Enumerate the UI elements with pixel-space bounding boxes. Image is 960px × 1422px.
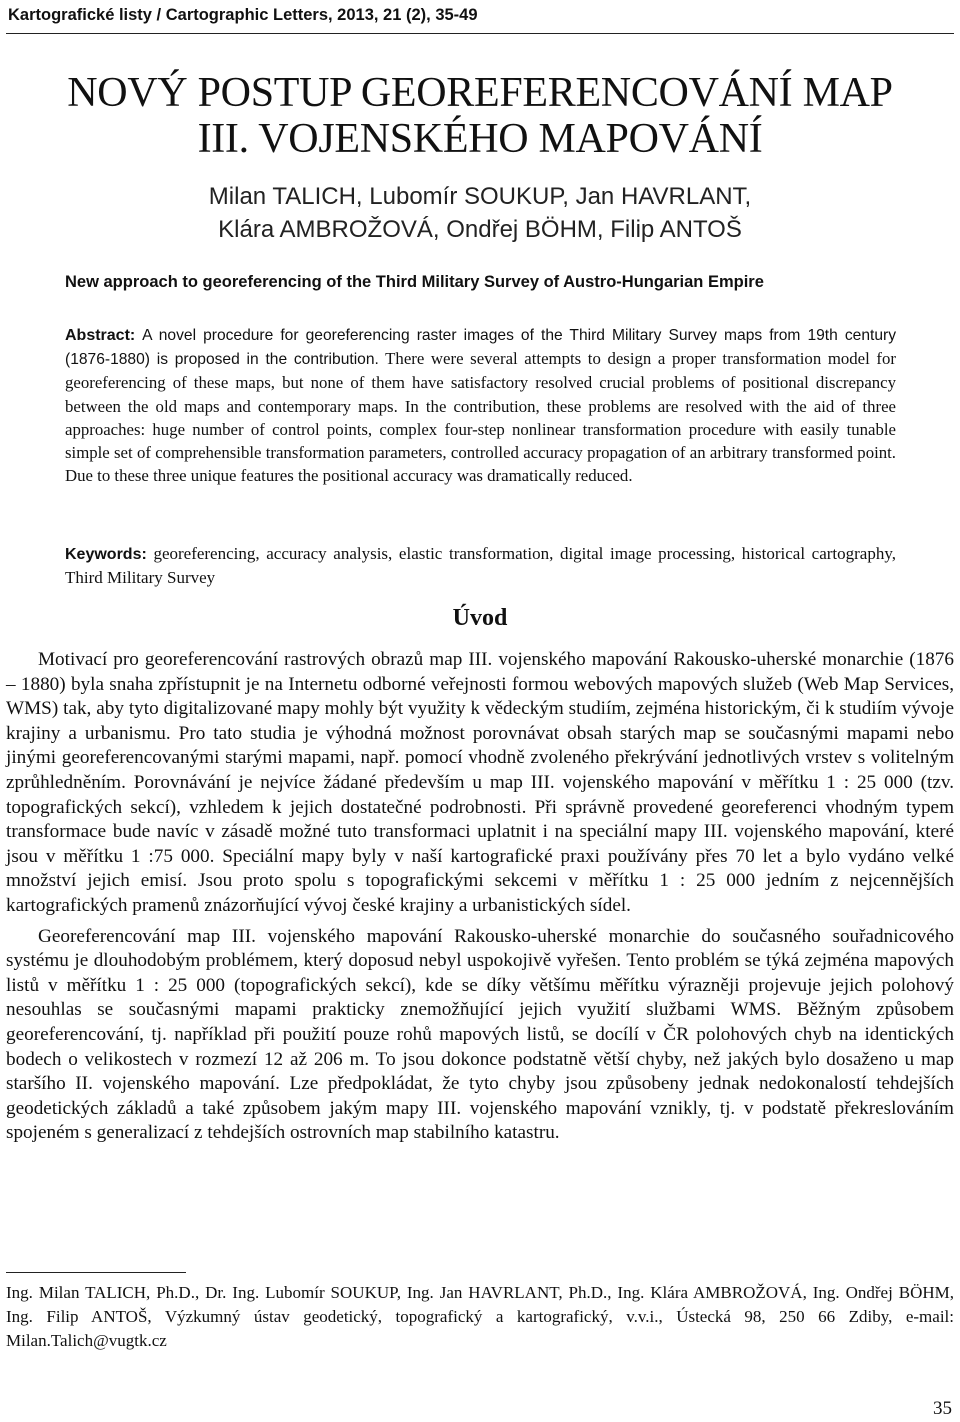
page-number: 35	[933, 1398, 952, 1419]
footnote-rule	[6, 1272, 186, 1273]
body-text	[6, 648, 954, 1146]
abstract-label: Abstract:	[65, 327, 136, 344]
article-title-line-1: NOVÝ POSTUP GEOREFERENCOVÁNÍ MAP	[67, 70, 893, 116]
abstract	[65, 323, 896, 487]
article-title	[0, 70, 960, 162]
running-head: Kartografické listy / Cartographic Letters, 2013, 21 (2), 35-49	[8, 6, 478, 24]
author-list	[0, 180, 960, 246]
keywords-label: Keywords:	[65, 546, 147, 563]
author-line-1: Milan TALICH, Lubomír SOUKUP, Jan HAVRLANT,	[208, 183, 752, 210]
header-rule	[6, 33, 954, 34]
section-heading: Úvod	[452, 605, 508, 631]
paragraph: Georeferencování map III. vojenského mapování Rakousko-uherské monarchie do současného souřadnicového systému je dlouhodobým problémem, který doposud nebyl uspokojivě vyřešen. Tento problém se týká zejména mapových listů v měřítku 1 : 25 000 (topografických sekcí), kde se díky většímu měřítku výrazněji projevuje jejich polohový nesouhlas se současnými mapami prakticky znemožňující jejich využití službami WMS. Běžným způsobem georeferencování, tj. například při použití pouze rohů mapových listů, se docílí v ČR polohových chyb na identických bodech o velikostech v rozmezí 12 až 206 m. To jsou dokonce podstatně větší chyby, než jakých bylo dosaženo u map staršího II. vojenského mapování. Lze předpokládat, že tyto chyby jsou způsobeny jednak nedokonalostí tehdejších geodetických základů a také způsobem jakým mapy III. vojenského mapování vznikly, tj. v podstatě překreslováním spojeném s generalizací z tehdejších ostrovních map stabilního katastru.	[6, 925, 954, 1144]
author-affiliation-footnote: Ing. Milan TALICH, Ph.D., Dr. Ing. Lubomír SOUKUP, Ing. Jan HAVRLANT, Ph.D., Ing. Klára AMBROŽOVÁ, Ing. Ondřej BÖHM, Ing. Filip ANTOŠ, Výzkumný ústav geodetický, topografický a kartografický, v.v.i., Ústecká 98, 250 66 Zdiby, e-mail: Milan.Talich@vugtk.cz	[6, 1283, 954, 1350]
keywords-text: georeferencing, accuracy analysis, elastic transformation, digital image processing, historical cartography, Third Military Survey	[65, 544, 896, 588]
author-line-2: Klára AMBROŽOVÁ, Ondřej BÖHM, Filip ANTOŠ	[218, 216, 742, 243]
keywords	[65, 542, 896, 589]
abstract-text-rest: There were several attempts to design a proper transformation model for georeferencing of these maps, but none of them have satisfactory resolved crucial problems of positional discrepancy between the old maps and contemporary maps. In the contribution, these problems are resolved with the aid of three approaches: huge number of control points, complex four-step nonlinear transformation procedure with easily tunable simple set of comprehensible transformation parameters, controlled accuracy propagation of an arbitrary transformed point. Due to these three unique features the positional accuracy was dramatically reduced.	[65, 349, 896, 486]
abstract-text-first: A novel procedure for georeferencing raster images of the Third Military Survey maps from 19th century (1876-1880) is proposed in the contribution.	[65, 327, 896, 369]
english-title: New approach to georeferencing of the Third Military Survey of Austro-Hungarian Empire	[65, 273, 764, 291]
paragraph: Motivací pro georeferencování rastrových obrazů map III. vojenského mapování Rakousko-uherské monarchie (1876 – 1880) byla snaha zpřístupnit je na Internetu odborné veřejnosti formou webových mapových služeb (Web Map Services, WMS) tak, aby tyto digitalizované mapy mohly být využity k vědeckým studiím, zejména historickým, či k studiím vývoje krajiny a urbanismu. Pro tato studia je výhodná možnost porovnávat obsah starých map se současnými mapami nebo jinými georeferencovanými starými mapami, např. pomocí vhodně zvoleného překrývání jednotlivých vrstev s volitelným zprůhledněním. Porovnávání je nejvíce žádané především u map III. vojenského mapování v měřítku 1 : 25 000 (tzv. topografických sekcí), vzhledem k jejich dostatečné podrobnosti. Při správně provedené georeferenci vhodným typem transformace bude navíc v zásadě možné tuto transformaci uplatnit i na speciální mapy III. vojenského mapování, které jsou v měřítku 1 :75 000. Speciální mapy byly v naší kartografické praxi používány přes 70 let a bylo vydáno velké množství jejich emisí. Jsou proto spolu s topografickými sekcemi v měřítku 1 : 25 000 jedním z nejcennějších kartografických pramenů znázorňující vývoj české krajiny a urbanistických sídel.	[6, 649, 954, 916]
article-title-line-2: III. VOJENSKÉHO MAPOVÁNÍ	[197, 116, 763, 162]
